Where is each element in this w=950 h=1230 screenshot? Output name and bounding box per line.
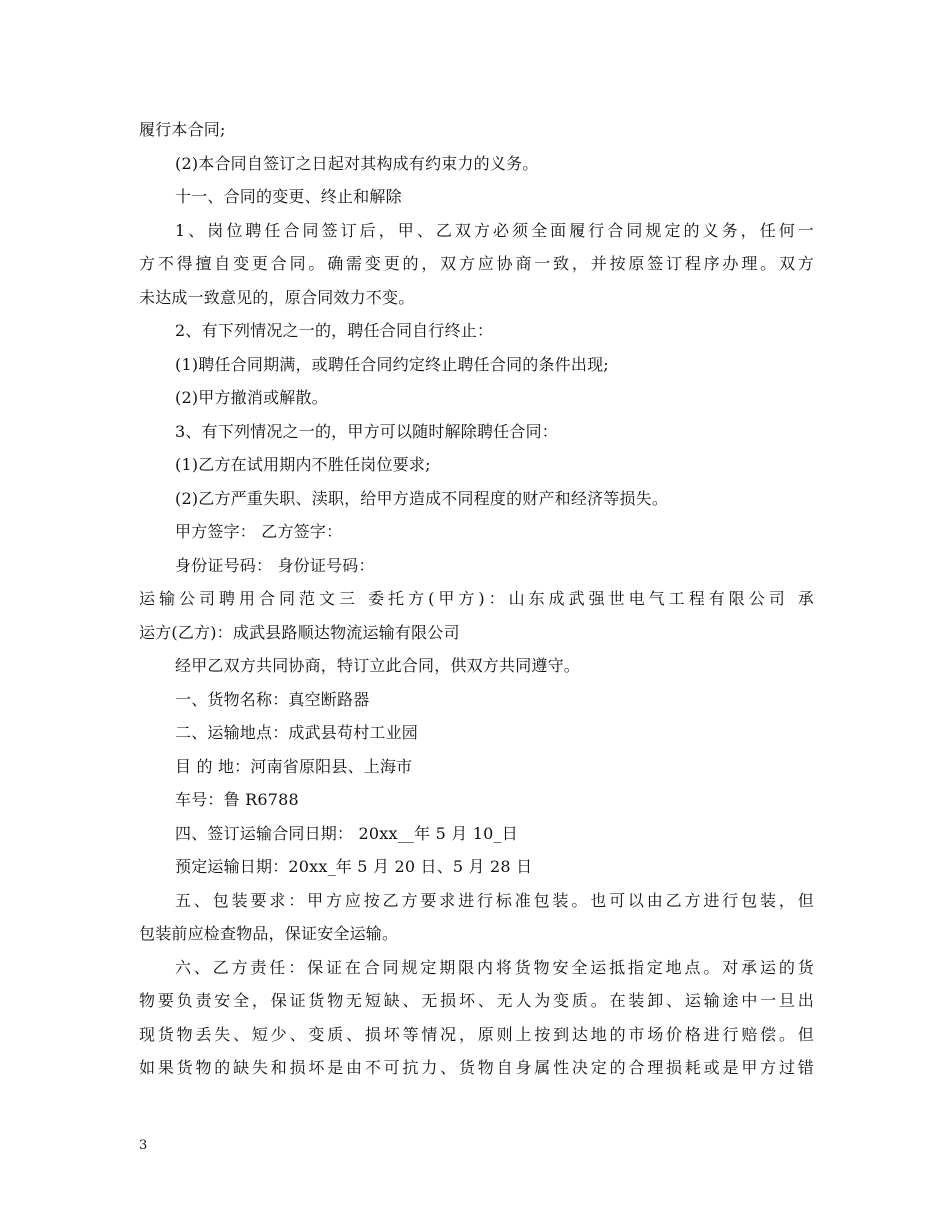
text-line: 物要负责安全，保证货物无短缺、无损坏、无人为变质。在装卸、运输途中一旦出	[139, 991, 814, 1010]
text-line: (1)聘任合同期满，或聘任合同约定终止聘任合同的条件出现;	[175, 354, 609, 374]
text-line: 目 的 地：河南省原阳县、上海市	[175, 756, 413, 776]
text-line: 未达成一致意见的，原合同效力不变。	[139, 287, 415, 307]
section-heading: 十一、合同的变更、终止和解除	[175, 187, 402, 206]
text-line: 一、货物名称：真空断路器	[175, 689, 370, 709]
text-line: 车号：鲁 R6788	[175, 790, 299, 809]
text-line: 运方(乙方)：成武县路顺达物流运输有限公司	[139, 622, 460, 642]
id-number-line: 身份证号码： 身份证号码：	[175, 555, 375, 575]
text-line: (2)乙方严重失职、渎职，给甲方造成不同程度的财产和经济等损失。	[175, 488, 669, 508]
contract-body	[139, 113, 814, 1085]
text-line: (2)甲方撤消或解散。	[175, 388, 328, 407]
page-number: 3	[139, 1138, 148, 1153]
text-line: 预定运输日期：20xx_年 5 月 20 日、5 月 28 日	[175, 857, 533, 876]
text-line: 运输公司聘用合同范文三 委托方(甲方)：山东成武强世电气工程有限公司 承	[139, 589, 814, 608]
text-line: 1、岗位聘任合同签订后，甲、乙双方必须全面履行合同规定的义务，任何一	[175, 220, 814, 240]
text-line: (1)乙方在试用期内不胜任岗位要求;	[175, 455, 431, 474]
text-line: 四、签订运输合同日期： 20xx__年 5 月 10_日	[175, 823, 518, 843]
text-line: 2、有下列情况之一的，聘任合同自行终止：	[175, 321, 494, 340]
text-line: 经甲乙双方共同协商，特订立此合同，供双方共同遵守。	[175, 656, 581, 675]
text-line: 如果货物的缺失和损坏是由不可抗力、货物自身属性决定的合理损耗或是甲方过错	[139, 1058, 814, 1077]
text-line: 包装前应检查物品，保证安全运输。	[139, 924, 399, 943]
text-line: 五、包装要求：甲方应按乙方要求进行标准包装。也可以由乙方进行包装，但	[175, 890, 814, 910]
text-line: 方不得擅自变更合同。确需变更的，双方应协商一致，并按原签订程序办理。双方	[139, 254, 814, 273]
signature-line: 甲方签字： 乙方签字：	[175, 522, 343, 541]
text-line: 履行本合同;	[139, 120, 226, 139]
text-line: 3、有下列情况之一的，甲方可以随时解除聘任合同：	[175, 421, 558, 441]
text-line: 二、运输地点：成武县苟村工业园	[175, 723, 419, 742]
text-line: (2)本合同自签订之日起对其构成有约束力的义务。	[175, 153, 539, 173]
text-line: 现货物丢失、短少、变质、损坏等情况，原则上按到达地的市场价格进行赔偿。但	[139, 1024, 814, 1044]
text-line: 六、乙方责任：保证在合同规定期限内将货物安全运抵指定地点。对承运的货	[175, 957, 814, 977]
